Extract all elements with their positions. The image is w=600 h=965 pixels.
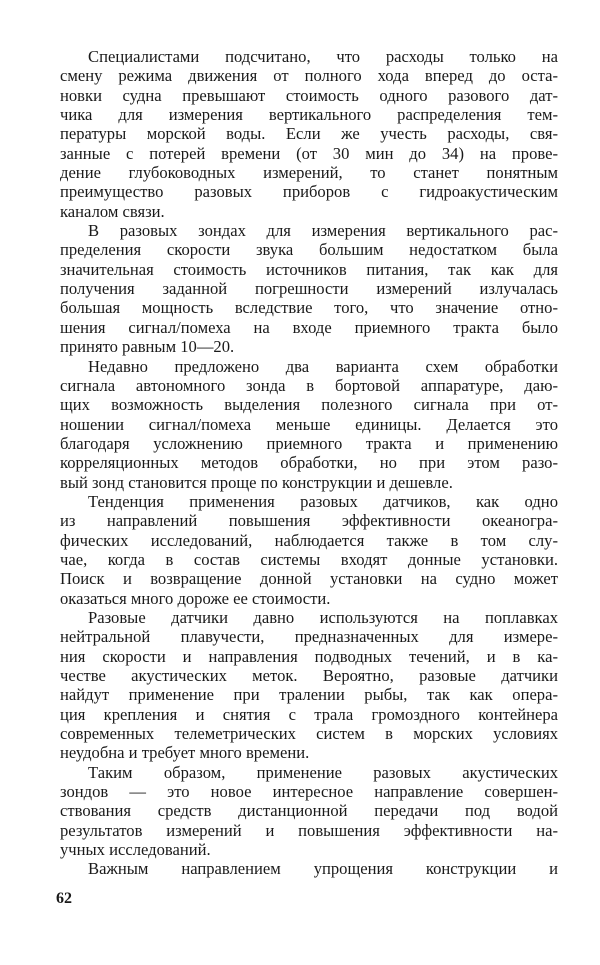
text-line: сигнала автономного зонда в бортовой аппаратуре, даю- bbox=[60, 375, 558, 395]
paragraph bbox=[60, 47, 558, 221]
page-number: 62 bbox=[56, 890, 72, 907]
text-line: новки судна превышают стоимость одного разового дат- bbox=[60, 85, 558, 105]
paragraph bbox=[60, 221, 558, 356]
text-line: ствования средств дистанционной передачи под водой bbox=[60, 801, 558, 821]
text-line: Разовые датчики давно используются на поплавках bbox=[88, 607, 558, 627]
text-line: большая мощность вследствие того, что значение отно- bbox=[60, 298, 558, 318]
text-line: неудобна и требует много времени. bbox=[60, 743, 310, 763]
text-line: чика для измерения вертикального распределения тем- bbox=[60, 105, 558, 125]
paragraph bbox=[60, 859, 558, 878]
text-line: В разовых зондах для измерения вертикального рас- bbox=[88, 221, 558, 241]
text-line: Поиск и возвращение донной установки на судно может bbox=[60, 569, 558, 589]
text-line: смену режима движения от полного хода вперед до оста- bbox=[60, 66, 558, 86]
text-line: получения заданной погрешности измерений излучалась bbox=[60, 279, 558, 299]
text-line: ция крепления и снятия с трала громоздного контейнера bbox=[60, 704, 558, 724]
text-line: дение глубоководных измерений, то станет понятным bbox=[60, 163, 558, 183]
text-line: ния скорости и направления подводных течений, и в ка- bbox=[60, 646, 558, 666]
text-line: Таким образом, применение разовых акустических bbox=[88, 762, 558, 782]
text-line: занные с потерей времени (от 30 мин до 34) на прове- bbox=[60, 143, 558, 163]
text-line: преимущество разовых приборов с гидроакустическим bbox=[60, 182, 558, 202]
text-line: благодаря усложнению приемного тракта и применению bbox=[60, 433, 558, 453]
text-line: пературы морской воды. Если же учесть расходы, свя- bbox=[60, 124, 558, 144]
text-line: современных телеметрических систем в морских условиях bbox=[60, 724, 558, 744]
text-line: вый зонд становится проще по конструкции и дешевле. bbox=[60, 472, 453, 492]
text-line: из направлений повышения эффективности океаногра- bbox=[60, 511, 558, 531]
text-line: Специалистами подсчитано, что расходы только на bbox=[88, 47, 558, 66]
paragraph bbox=[60, 763, 558, 860]
paragraph bbox=[60, 492, 558, 608]
paragraph bbox=[60, 608, 558, 763]
text-line: принято равным 10—20. bbox=[60, 337, 235, 357]
text-line: корреляционных методов обработки, но при этом разо- bbox=[60, 453, 558, 473]
text-line: честве акустических меток. Вероятно, разовые датчики bbox=[60, 666, 558, 685]
text-line: фических исследований, наблюдается также в том слу- bbox=[60, 530, 558, 550]
text-line: значительная стоимость источников питания, так как для bbox=[60, 259, 558, 279]
text-line: ношении сигнал/помеха меньше единицы. Делается это bbox=[60, 414, 558, 434]
text-line: найдут применение при тралении рыбы, так как опера- bbox=[60, 685, 558, 705]
text-line: Недавно предложено два варианта схем обработки bbox=[88, 356, 558, 376]
text-line: Тенденция применения разовых датчиков, как одно bbox=[88, 491, 558, 511]
body-text bbox=[60, 47, 558, 879]
text-line: результатов измерений и повышения эффективности на- bbox=[60, 820, 558, 840]
text-line: каналом связи. bbox=[60, 201, 165, 221]
text-line: учных исследований. bbox=[60, 840, 211, 860]
text-line: шения сигнал/помеха на входе приемного тракта было bbox=[60, 317, 558, 337]
paragraph bbox=[60, 357, 558, 492]
text-line: оказаться много дороже ее стоимости. bbox=[60, 588, 331, 608]
text-line: зондов — это новое интересное направление совершен- bbox=[60, 782, 558, 802]
text-line: Важным направлением упрощения конструкции и bbox=[88, 859, 558, 879]
text-line: пределения скорости звука большим недостатком была bbox=[60, 240, 558, 260]
text-line: щих возможность выделения полезного сигнала при от- bbox=[60, 395, 558, 415]
text-line: чае, когда в состав системы входят донные установки. bbox=[60, 549, 558, 569]
text-line: нейтральной плавучести, предназначенных для измере- bbox=[60, 627, 558, 647]
